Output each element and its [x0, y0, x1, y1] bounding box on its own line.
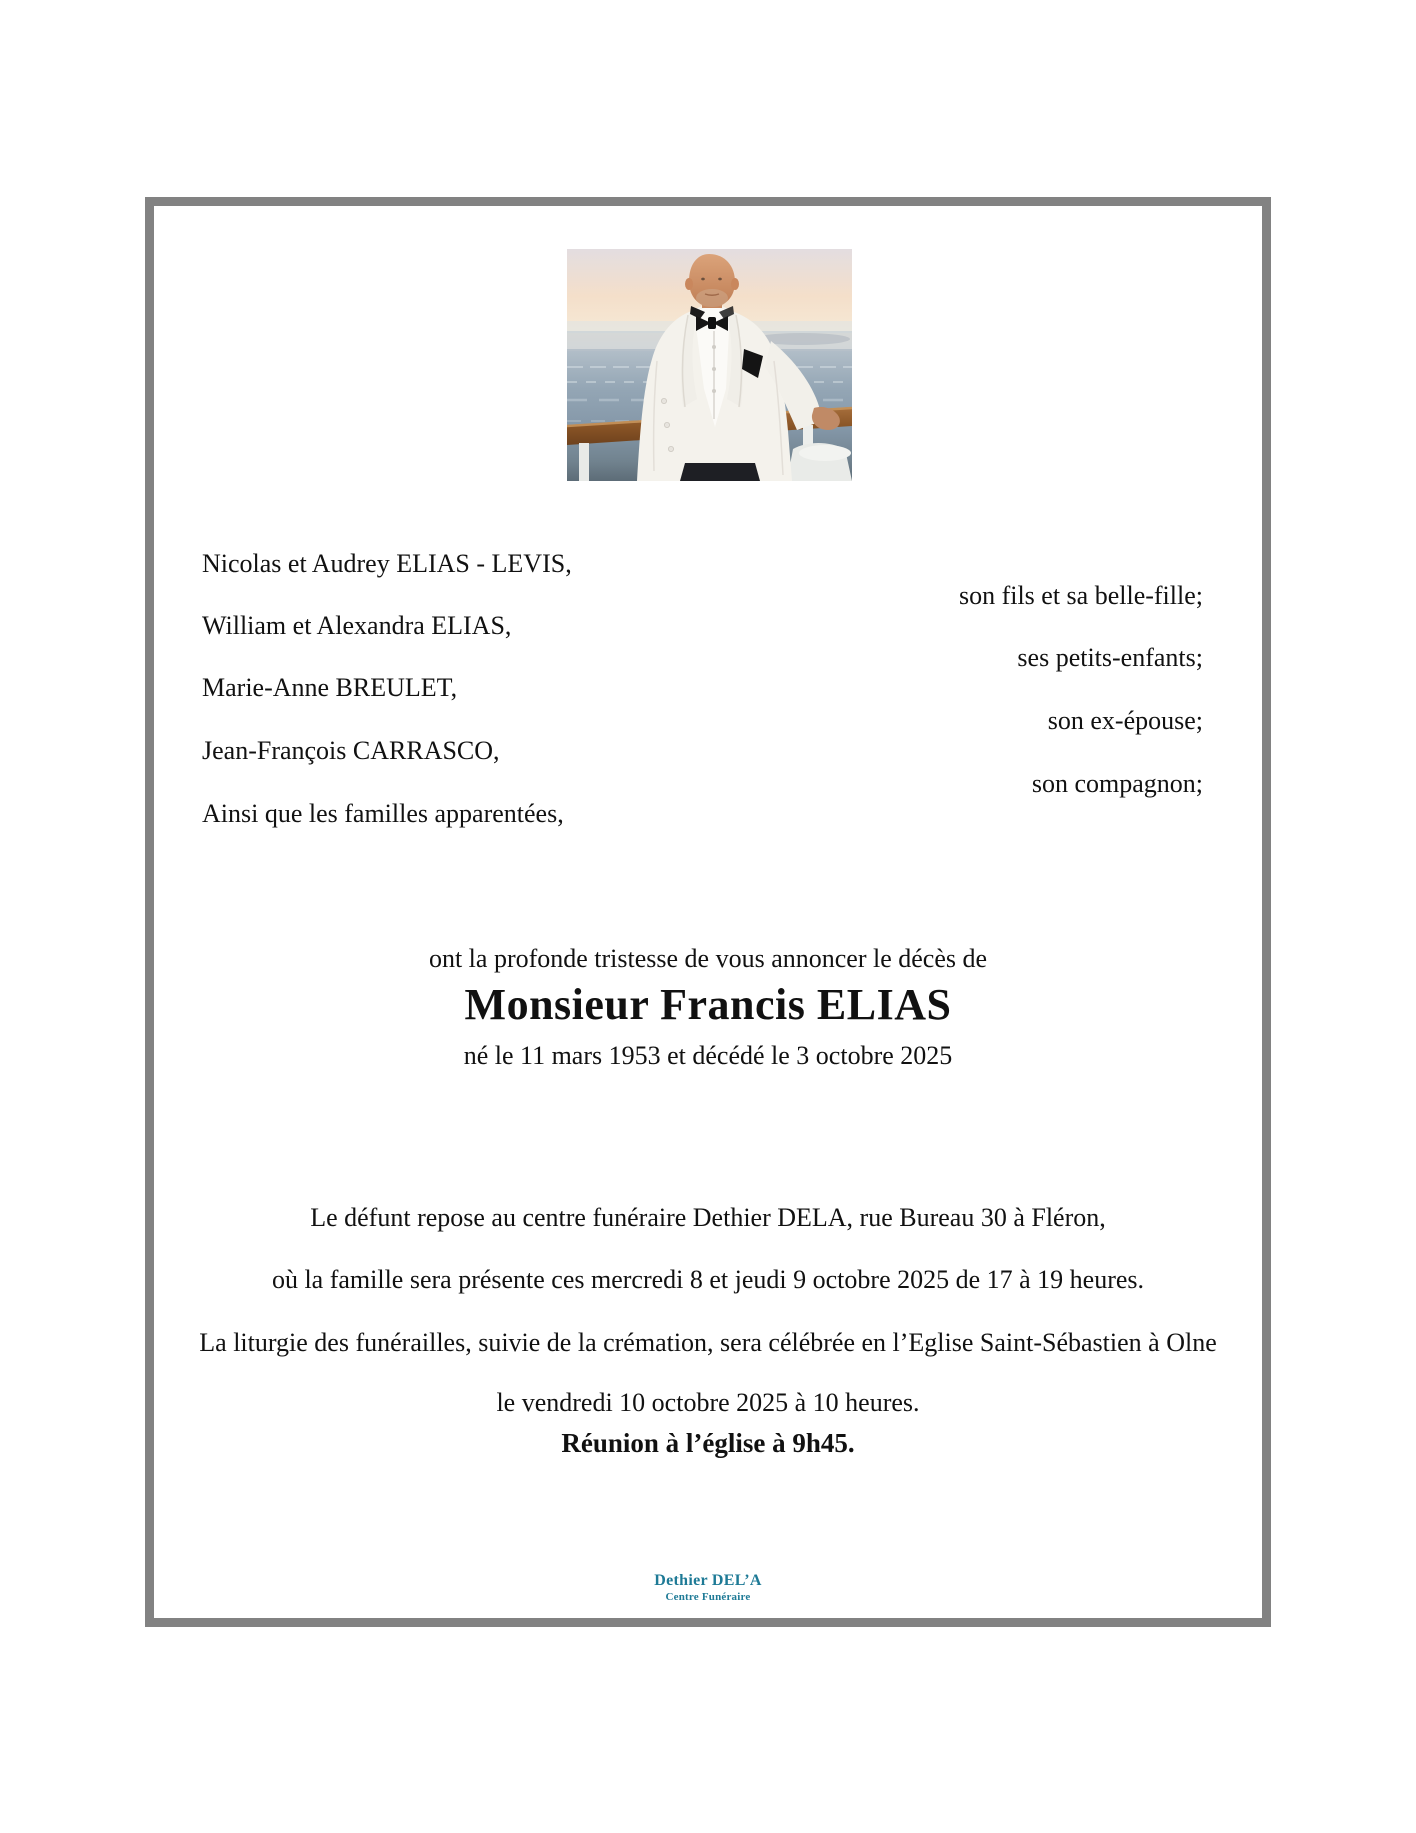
relation-line: son fils et sa belle-fille; [958, 581, 1203, 610]
family-name-line: William et Alexandra ELIAS, [202, 611, 512, 640]
liturgy-line: La liturgie des funérailles, suivie de la crémation, sera célébrée en l’Eglise Saint-Sébastien à Olne [199, 1328, 1217, 1357]
portrait-photo [567, 249, 852, 481]
repose-line: Le défunt repose au centre funéraire Dethier DELA, rue Bureau 30 à Fléron, [310, 1203, 1106, 1232]
announcement-intro: ont la profonde tristesse de vous annoncer le décès de [428, 944, 988, 973]
repose-line: où la famille sera présente ces mercredi 8 et jeudi 9 octobre 2025 de 17 à 19 heures. [271, 1265, 1145, 1294]
relation-line: son ex-épouse; [1047, 706, 1203, 735]
family-name-line: Ainsi que les familles apparentées, [202, 799, 564, 828]
meeting-notice: Réunion à l’église à 9h45. [561, 1428, 855, 1458]
liturgy-line: le vendredi 10 octobre 2025 à 10 heures. [496, 1388, 920, 1417]
funeral-home-subtitle: Centre Funéraire [665, 1591, 751, 1603]
funeral-home-logo: Dethier DEL’A [654, 1572, 762, 1589]
family-name-line: Jean-François CARRASCO, [202, 736, 500, 765]
family-name-line: Marie-Anne BREULET, [202, 673, 458, 702]
family-name-line: Nicolas et Audrey ELIAS - LEVIS, [202, 549, 572, 578]
relation-line: ses petits-enfants; [1017, 643, 1203, 672]
life-dates: né le 11 mars 1953 et décédé le 3 octobre 2025 [463, 1041, 953, 1070]
relation-line: son compagnon; [1031, 769, 1203, 798]
deceased-name: Monsieur Francis ELIAS [464, 980, 952, 1029]
